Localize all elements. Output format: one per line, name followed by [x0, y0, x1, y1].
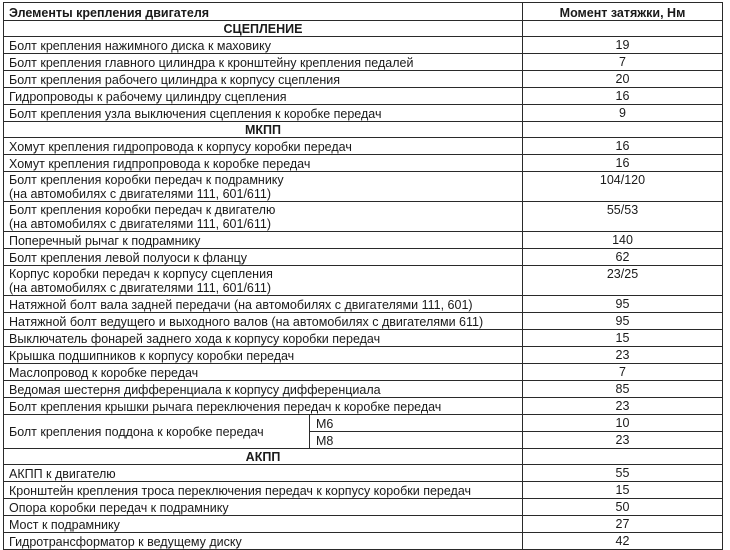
section-value-empty	[523, 122, 723, 138]
table-row	[4, 364, 723, 381]
fastener-name-line: Натяжной болт вала задней передачи (на автомобилях с двигателями 111, 601)	[9, 298, 473, 312]
table-body	[4, 21, 723, 550]
table-row	[4, 172, 723, 202]
fastener-name	[4, 155, 523, 172]
torque-value: 62	[523, 249, 723, 266]
section-row	[4, 21, 723, 37]
table-row	[4, 138, 723, 155]
table-row	[4, 533, 723, 550]
fastener-name-line: Кронштейн крепления троса переключения передач к корпусу коробки передач	[9, 484, 472, 498]
fastener-name	[4, 202, 523, 232]
fastener-name	[4, 266, 523, 296]
torque-value: 19	[523, 37, 723, 54]
fastener-name-line: Гидротрансформатор к ведущему диску	[9, 535, 242, 549]
section-value-empty	[523, 449, 723, 465]
table-header-row	[4, 3, 723, 21]
fastener-name-line: АКПП к двигателю	[9, 467, 116, 481]
torque-value: 16	[523, 155, 723, 172]
table-row	[4, 330, 723, 347]
fastener-name	[4, 296, 523, 313]
torque-value: 9	[523, 105, 723, 122]
torque-table	[3, 2, 723, 550]
fastener-name-line: Маслопровод к коробке передач	[9, 366, 199, 380]
torque-value: 23/25	[523, 266, 723, 296]
torque-value: 50	[523, 499, 723, 516]
fastener-name	[4, 88, 523, 105]
fastener-name-line: Поперечный рычаг к подрамнику	[9, 234, 201, 248]
fastener-name-note: (на автомобилях с двигателями 111, 601/611)	[9, 217, 272, 231]
fastener-name-line: Болт крепления узла выключения сцепления к коробке передач	[9, 107, 382, 121]
thread-size: М6	[310, 415, 523, 432]
fastener-name	[4, 482, 523, 499]
fastener-name	[4, 465, 523, 482]
thread-size: М8	[310, 432, 523, 449]
table-row	[4, 232, 723, 249]
header-elements: Элементы крепления двигателя	[4, 3, 523, 21]
torque-value: 95	[523, 296, 723, 313]
fastener-name-line: Болт крепления коробки передач к подрамнику	[9, 173, 284, 187]
fastener-name	[4, 533, 523, 550]
section-row	[4, 449, 723, 465]
table-row	[4, 381, 723, 398]
fastener-name-line: Болт крепления рабочего цилиндра к корпусу сцепления	[9, 73, 340, 87]
fastener-name	[4, 232, 523, 249]
table-row	[4, 202, 723, 232]
torque-value: 85	[523, 381, 723, 398]
torque-value: 7	[523, 364, 723, 381]
fastener-name	[4, 138, 523, 155]
torque-value: 10	[523, 415, 723, 432]
torque-value: 27	[523, 516, 723, 533]
section-title: СЦЕПЛЕНИЕ	[4, 21, 523, 37]
torque-table-sheet	[3, 2, 727, 550]
fastener-name-line: Гидропроводы к рабочему цилиндру сцепления	[9, 90, 287, 104]
table-row	[4, 499, 723, 516]
table-row	[4, 296, 723, 313]
torque-value: 7	[523, 54, 723, 71]
fastener-name	[4, 516, 523, 533]
torque-value: 140	[523, 232, 723, 249]
torque-value: 55/53	[523, 202, 723, 232]
torque-value: 95	[523, 313, 723, 330]
fastener-name	[4, 330, 523, 347]
fastener-name-line: Болт крепления нажимного диска к маховику	[9, 39, 271, 53]
fastener-name	[4, 249, 523, 266]
fastener-name	[4, 398, 523, 415]
fastener-name-line: Хомут крепления гидпропровода к коробке передач	[9, 157, 311, 171]
fastener-name	[4, 37, 523, 54]
fastener-name	[4, 54, 523, 71]
torque-value: 15	[523, 330, 723, 347]
table-row	[4, 88, 723, 105]
torque-value: 23	[523, 432, 723, 449]
torque-value: 42	[523, 533, 723, 550]
table-row	[4, 155, 723, 172]
table-row	[4, 516, 723, 533]
torque-value: 16	[523, 88, 723, 105]
fastener-name	[4, 105, 523, 122]
fastener-name	[4, 313, 523, 330]
fastener-name	[4, 347, 523, 364]
section-title: АКПП	[4, 449, 523, 465]
fastener-name-note: (на автомобилях с двигателями 111, 601/611)	[9, 187, 272, 201]
torque-value: 15	[523, 482, 723, 499]
section-row	[4, 122, 723, 138]
header-torque: Момент затяжки, Нм	[523, 3, 723, 21]
table-row	[4, 347, 723, 364]
fastener-name-line: Болт крепления главного цилиндра к кронштейну крепления педалей	[9, 56, 414, 70]
torque-value: 104/120	[523, 172, 723, 202]
fastener-name-line: Крышка подшипников к корпусу коробки передач	[9, 349, 295, 363]
fastener-name	[4, 364, 523, 381]
fastener-name-line: Мост к подрамнику	[9, 518, 120, 532]
fastener-name-line: Болт крепления левой полуоси к фланцу	[9, 251, 248, 265]
fastener-name-line: Болт крепления крышки рычага переключения передач к коробке передач	[9, 400, 442, 414]
fastener-name	[4, 71, 523, 88]
fastener-name: Болт крепления поддона к коробке передач	[4, 415, 310, 449]
table-row	[4, 71, 723, 88]
fastener-name-line: Опора коробки передач к подрамнику	[9, 501, 229, 515]
fastener-name-line: Ведомая шестерня дифференциала к корпусу дифференциала	[9, 383, 381, 397]
torque-value: 55	[523, 465, 723, 482]
fastener-name-line: Натяжной болт ведущего и выходного валов (на автомобилях с двигателями 611)	[9, 315, 484, 329]
fastener-name-line: Болт крепления коробки передач к двигателю	[9, 203, 276, 217]
fastener-name	[4, 499, 523, 516]
table-row	[4, 465, 723, 482]
torque-value: 23	[523, 398, 723, 415]
table-row	[4, 266, 723, 296]
table-row	[4, 415, 723, 432]
fastener-name-line: Корпус коробки передач к корпусу сцепления	[9, 267, 273, 281]
torque-value: 20	[523, 71, 723, 88]
fastener-name-note: (на автомобилях с двигателями 111, 601/611)	[9, 281, 272, 295]
table-row	[4, 398, 723, 415]
torque-value: 23	[523, 347, 723, 364]
fastener-name	[4, 381, 523, 398]
section-title: МКПП	[4, 122, 523, 138]
table-row	[4, 37, 723, 54]
table-row	[4, 54, 723, 71]
table-row	[4, 249, 723, 266]
table-row	[4, 105, 723, 122]
fastener-name-line: Выключатель фонарей заднего хода к корпусу коробки передач	[9, 332, 381, 346]
table-row	[4, 313, 723, 330]
torque-value: 16	[523, 138, 723, 155]
fastener-name	[4, 172, 523, 202]
section-value-empty	[523, 21, 723, 37]
fastener-name-line: Хомут крепления гидропровода к корпусу коробки передач	[9, 140, 352, 154]
table-row	[4, 482, 723, 499]
